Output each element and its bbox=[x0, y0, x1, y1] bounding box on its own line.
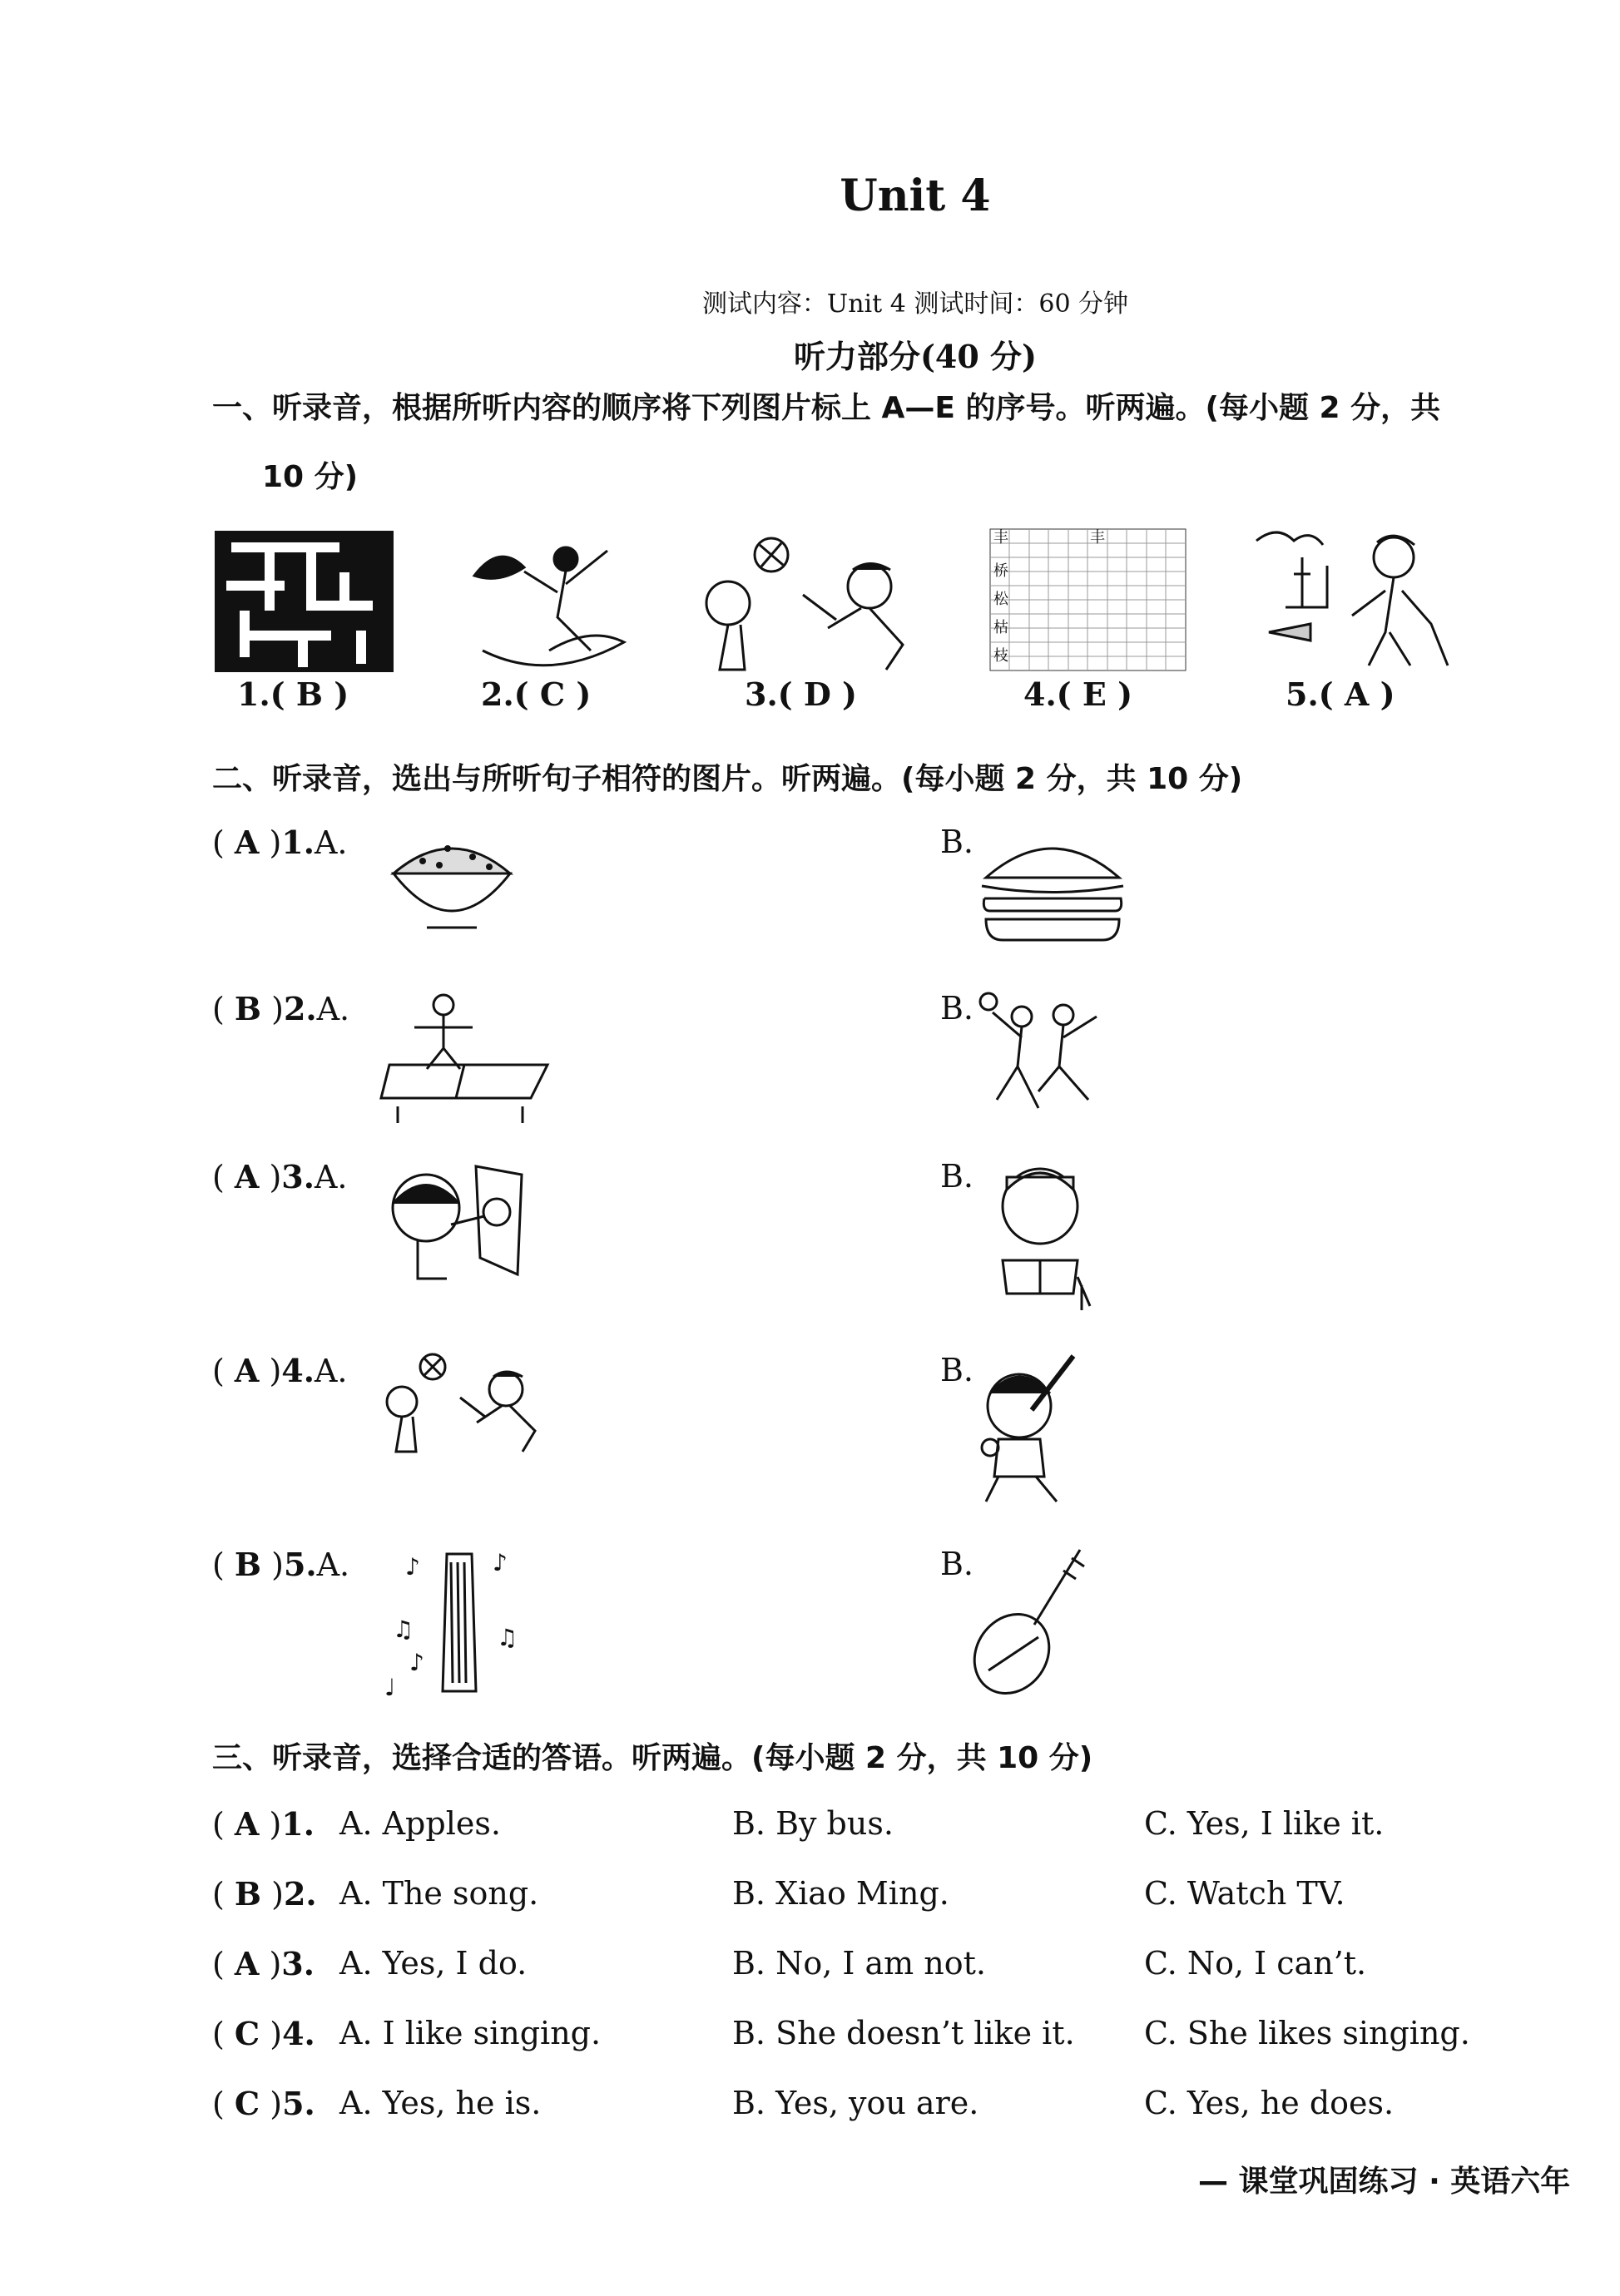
section1-heading: 一、听录音，根据所听内容的顺序将下列图片标上 A—E 的序号。听两遍。(每小题 2 分，共 bbox=[212, 391, 1441, 425]
option-b: B. Yes, you are. bbox=[732, 2085, 979, 2121]
answer: A bbox=[234, 1805, 260, 1843]
option-a: A. Yes, he is. bbox=[339, 2085, 542, 2121]
crossword-grid-picture bbox=[215, 531, 394, 675]
section1-caption-2: 2.( C ) bbox=[481, 675, 592, 713]
answer: A bbox=[234, 1158, 260, 1195]
section2-row-4-b-label: B. bbox=[940, 1352, 974, 1388]
section3-row-5-prefix: ( C )5. bbox=[212, 2085, 315, 2122]
svg-text:丰: 丰 bbox=[993, 529, 1008, 547]
section1-caption-3: 3.( D ) bbox=[745, 675, 858, 713]
hiker-picture bbox=[1252, 524, 1456, 673]
section2-row-3: ( A )3.A. bbox=[212, 1158, 348, 1195]
question-number: 3. bbox=[281, 1945, 315, 1982]
section2-row-4: ( A )4.A. bbox=[212, 1352, 348, 1389]
kids-football-picture bbox=[695, 537, 924, 681]
answer: B bbox=[234, 1546, 262, 1583]
svg-text:枯: 枯 bbox=[993, 619, 1008, 636]
section2-row-1: ( A )1.A. bbox=[212, 824, 348, 861]
baseball-player-picture bbox=[973, 1352, 1086, 1509]
svg-text:桥: 桥 bbox=[993, 562, 1008, 580]
question-number: 1. bbox=[281, 1805, 315, 1843]
section3-row-2-prefix: ( B )2. bbox=[212, 1875, 317, 1913]
fan-dancer-picture bbox=[466, 526, 632, 679]
answer: A bbox=[234, 1352, 260, 1389]
answer: C bbox=[234, 2085, 260, 2122]
test-meta: 测试内容：Unit 4 测试时间：60 分钟 bbox=[701, 289, 1129, 319]
option-c: C. Yes, I like it. bbox=[1144, 1805, 1385, 1842]
section2-row-1-b-label: B. bbox=[940, 824, 974, 860]
svg-text:♫: ♫ bbox=[497, 1624, 518, 1651]
option-c: C. Watch TV. bbox=[1144, 1875, 1345, 1912]
ping-pong-picture bbox=[381, 990, 552, 1126]
option-a: A. Yes, I do. bbox=[339, 1945, 528, 1982]
section1-caption-5: 5.( A ) bbox=[1286, 675, 1395, 713]
option-c: C. Yes, he does. bbox=[1144, 2085, 1395, 2121]
bowl-of-rice-picture bbox=[389, 824, 514, 943]
basketball-players-picture bbox=[972, 992, 1113, 1120]
svg-text:丰: 丰 bbox=[1090, 529, 1105, 547]
section2-row-2-b-label: B. bbox=[940, 990, 974, 1027]
section3-heading: 三、听录音，选择合适的答语。听两遍。(每小题 2 分，共 10 分) bbox=[212, 1741, 1093, 1775]
option-a-label: A. bbox=[316, 1546, 350, 1583]
answer: A bbox=[234, 824, 260, 861]
question-number: 4. bbox=[282, 2015, 315, 2052]
option-c: C. She likes singing. bbox=[1144, 2015, 1470, 2051]
option-a: A. I like singing. bbox=[339, 2015, 602, 2051]
svg-text:♪: ♪ bbox=[409, 1649, 424, 1676]
question-number: 2. bbox=[283, 1875, 317, 1913]
pipa-picture bbox=[972, 1546, 1088, 1703]
question-number: 4. bbox=[281, 1352, 315, 1389]
zither-music-picture bbox=[384, 1546, 530, 1703]
kids-football-small-picture bbox=[381, 1352, 552, 1459]
answer: C bbox=[234, 2015, 260, 2052]
section2-row-2: ( B )2.A. bbox=[212, 990, 350, 1027]
page-title: Unit 4 bbox=[840, 171, 991, 221]
answer: B bbox=[234, 1875, 262, 1913]
section2-heading: 二、听录音，选出与所听句子相符的图片。听两遍。(每小题 2 分，共 10 分) bbox=[212, 762, 1243, 796]
option-c: C. No, I can’t. bbox=[1144, 1945, 1367, 1982]
option-a-label: A. bbox=[314, 1159, 348, 1195]
svg-text:♫: ♫ bbox=[393, 1616, 414, 1643]
section3-row-1-prefix: ( A )1. bbox=[212, 1805, 315, 1843]
section2-row-3-b-label: B. bbox=[940, 1158, 974, 1195]
question-number: 1. bbox=[281, 824, 315, 861]
section3-row-3-prefix: ( A )3. bbox=[212, 1945, 315, 1982]
svg-text:松: 松 bbox=[993, 591, 1008, 608]
svg-text:♪: ♪ bbox=[405, 1553, 420, 1581]
option-a-label: A. bbox=[316, 991, 350, 1027]
option-b: B. She doesn’t like it. bbox=[732, 2015, 1075, 2051]
question-number: 5. bbox=[283, 1546, 317, 1583]
section1-caption-4: 4.( E ) bbox=[1023, 675, 1133, 713]
child-drawing-picture bbox=[384, 1158, 530, 1290]
svg-text:枝: 枝 bbox=[993, 647, 1008, 665]
option-b: B. No, I am not. bbox=[732, 1945, 986, 1982]
page-footer: — 课堂巩固练习 · 英语六年 bbox=[1198, 2165, 1571, 2199]
answer: A bbox=[234, 1945, 260, 1982]
option-a: A. Apples. bbox=[339, 1805, 501, 1842]
section3-row-4-prefix: ( C )4. bbox=[212, 2015, 315, 2052]
svg-text:♪: ♪ bbox=[493, 1549, 508, 1576]
part-heading: 听力部分(40 分) bbox=[793, 338, 1038, 375]
boy-reading-picture bbox=[986, 1160, 1094, 1314]
option-b: B. By bus. bbox=[732, 1805, 894, 1842]
section2-row-5: ( B )5.A. bbox=[212, 1546, 350, 1583]
section2-row-5-b-label: B. bbox=[940, 1546, 974, 1582]
svg-text:♩: ♩ bbox=[384, 1674, 396, 1701]
section1-heading-cont: 10 分) bbox=[262, 460, 359, 494]
hamburger-picture bbox=[978, 828, 1127, 948]
calligraphy-grid-picture bbox=[990, 529, 1186, 674]
answer: B bbox=[234, 990, 262, 1027]
option-b: B. Xiao Ming. bbox=[732, 1875, 949, 1912]
question-number: 5. bbox=[282, 2085, 315, 2122]
question-number: 3. bbox=[281, 1158, 315, 1195]
section1-caption-1: 1.( B ) bbox=[237, 675, 349, 713]
question-number: 2. bbox=[283, 990, 317, 1027]
option-a-label: A. bbox=[314, 1353, 348, 1389]
option-a-label: A. bbox=[314, 824, 348, 861]
option-a: A. The song. bbox=[339, 1875, 539, 1912]
